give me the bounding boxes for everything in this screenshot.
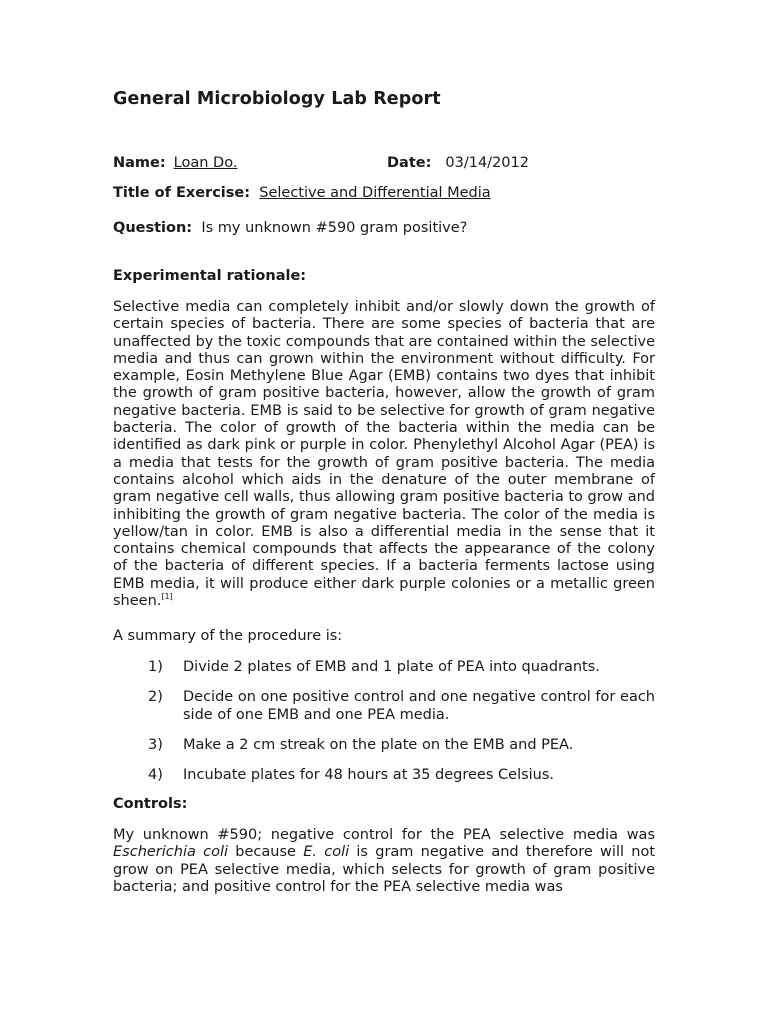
rationale-heading: Experimental rationale: xyxy=(113,268,307,284)
procedure-intro: A summary of the procedure is: xyxy=(113,628,343,644)
list-item xyxy=(113,736,655,754)
step-number: 2) xyxy=(148,689,163,705)
step-number: 4) xyxy=(148,767,163,783)
step-text: Decide on one positive control and one negative control for each side of one EMB and one PEA media. xyxy=(183,689,655,723)
date-field xyxy=(387,155,529,171)
name-field xyxy=(113,155,237,171)
step-text: Incubate plates for 48 hours at 35 degrees Celsius. xyxy=(183,767,555,783)
list-item xyxy=(113,766,655,784)
controls-text-1: My unknown #590; negative control for the PEA selective media was xyxy=(113,827,655,843)
exercise-title-field xyxy=(113,185,491,201)
exercise-value: Selective and Differential Media xyxy=(259,185,491,201)
question-label: Question: xyxy=(113,220,193,236)
date-label: Date: xyxy=(387,155,432,171)
exercise-label: Title of Exercise: xyxy=(113,185,251,201)
species-abbrev: E. coli xyxy=(303,844,350,861)
controls-text-2: because xyxy=(228,844,304,861)
controls-paragraph xyxy=(113,827,655,896)
list-item xyxy=(113,658,655,676)
rationale-paragraph xyxy=(113,299,655,610)
name-value: Loan Do. xyxy=(173,155,238,171)
footnote-marker: [1] xyxy=(161,592,173,602)
step-number: 1) xyxy=(148,659,163,675)
step-text: Divide 2 plates of EMB and 1 plate of PEA into quadrants. xyxy=(183,659,600,675)
species-name: Escherichia coli xyxy=(113,844,229,861)
question-field xyxy=(113,220,467,236)
step-number: 3) xyxy=(148,737,163,753)
list-item xyxy=(113,688,655,724)
controls-text-3: is gram negative and therefore will not grow on PEA selective media, which selects for growth of gram positive bacteria; and positive control for the PEA selective media was xyxy=(113,844,656,895)
controls-heading: Controls: xyxy=(113,796,188,812)
question-value: Is my unknown #590 gram positive? xyxy=(201,220,468,236)
rationale-text: Selective media can completely inhibit and/or slowly down the growth of certain species of bacteria. There are some species of bacteria that are unaffected by the toxic compounds that are contained within the selective media and thus can grown within the environment without difficulty. For example, Eosin Methylene Blue Agar (EMB) contains two dyes that inhibit the growth of gram positive bacteria, however, allow the growth of gram negative bacteria. EMB is said to be selective for growth of gram negative bacteria. The color of growth of the bacteria within the media can be identified as dark pink or purple in color. Phenylethyl Alcohol Agar (PEA) is a media that tests for the growth of gram positive bacteria. The media contains alcohol which aids in the denature of the outer membrane of gram negative cell walls, thus allowing gram positive bacteria to grow and inhibiting the growth of gram negative bacteria. The color of the media is yellow/tan in color. EMB is also a differential media in the sense that it contains chemical compounds that affects the appearance of the colony of the bacteria of different species. If a bacteria ferments lactose using EMB media, it will produce either dark purple colonies or a metallic green sheen. xyxy=(113,299,655,610)
report-title: General Microbiology Lab Report xyxy=(113,89,441,109)
step-text: Make a 2 cm streak on the plate on the EMB and PEA. xyxy=(183,737,574,753)
date-value: 03/14/2012 xyxy=(445,155,529,171)
name-label: Name: xyxy=(113,155,166,171)
